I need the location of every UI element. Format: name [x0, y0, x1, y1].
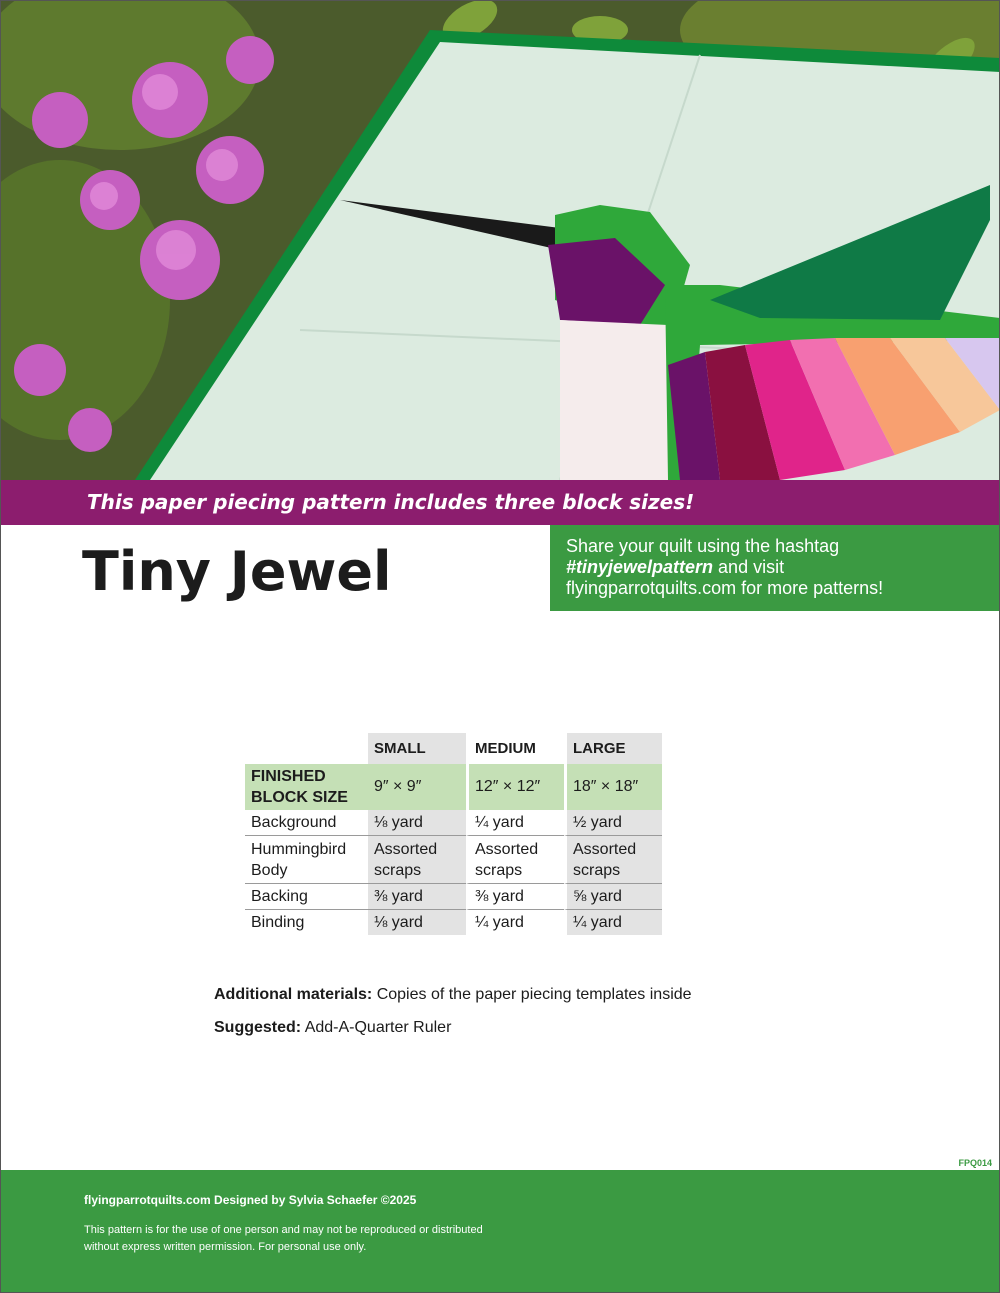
legal-line-1: This pattern is for the use of one person and may not be reproduced or distributed [84, 1224, 483, 1236]
table-cell: ¼ yard [466, 910, 564, 935]
page-title: Tiny Jewel [82, 540, 392, 603]
promo-banner [0, 480, 1000, 525]
footer-site-link[interactable]: flyingparrotquilts.com [84, 1193, 211, 1207]
hero-photo [0, 0, 1000, 480]
finished-size-label: FINISHED BLOCK SIZE [245, 764, 368, 810]
table-row [245, 884, 662, 910]
column-header-small: SMALL [368, 733, 466, 764]
materials-table [245, 733, 662, 935]
additional-materials-note [214, 986, 692, 1004]
legal-line-2: without express written permission. For personal use only. [84, 1241, 367, 1253]
table-cell: ¼ yard [564, 910, 662, 935]
suggested-note [214, 1019, 451, 1037]
promo-banner-text: This paper piecing pattern includes three block sizes! [87, 490, 695, 514]
table-cell: ⅜ yard [466, 884, 564, 910]
table-header-blank [245, 733, 368, 764]
row-label-binding: Binding [251, 913, 305, 931]
table-cell: 9″ × 9″ [368, 764, 466, 810]
footer-legal [84, 1222, 514, 1256]
footer [0, 1170, 1000, 1293]
table-cell: ½ yard [564, 810, 662, 836]
hummingbird-quilt-image [0, 0, 1000, 480]
suggested-text: Add-A-Quarter Ruler [301, 1019, 452, 1036]
pattern-code: FPQ014 [958, 1158, 992, 1168]
table-row [245, 810, 662, 836]
table-row [245, 836, 662, 884]
share-line-2 [566, 557, 990, 578]
table-cell: 18″ × 18″ [564, 764, 662, 810]
table-cell: ⅛ yard [368, 910, 466, 935]
row-label-backing: Backing [245, 884, 368, 910]
hashtag-text: #tinyjewelpattern [566, 557, 714, 577]
finished-size-row [245, 764, 662, 810]
share-callout [550, 525, 1000, 611]
footer-designer: Designed by Sylvia Schaefer ©2025 [210, 1193, 417, 1207]
table-cell: ⅛ yard [368, 810, 466, 836]
share-line-3: flyingparrotquilts.com for more patterns! [566, 578, 884, 598]
suggested-label: Suggested: [214, 1019, 302, 1036]
table-cell: ¼ yard [466, 810, 564, 836]
table-header-row [245, 733, 662, 764]
footer-credit [84, 1193, 416, 1207]
column-header-large: LARGE [564, 733, 662, 764]
table-cell: ⅝ yard [564, 884, 662, 910]
additional-materials-text: Copies of the paper piecing templates inside [372, 986, 692, 1003]
column-header-medium: MEDIUM [466, 733, 564, 764]
table-cell: Assorted scraps [368, 836, 466, 884]
row-label-hummingbird-body: Hummingbird Body [245, 836, 368, 884]
table-cell: Assorted scraps [564, 836, 662, 884]
row-label-background: Background [245, 810, 368, 836]
additional-materials-label: Additional materials: [214, 986, 373, 1003]
table-cell: Assorted scraps [466, 836, 564, 884]
share-visit-text: and visit [713, 557, 785, 577]
table-cell: 12″ × 12″ [466, 764, 564, 810]
table-cell: ⅜ yard [368, 884, 466, 910]
table-row [245, 910, 662, 935]
share-line-1: Share your quilt using the hashtag [566, 536, 840, 556]
